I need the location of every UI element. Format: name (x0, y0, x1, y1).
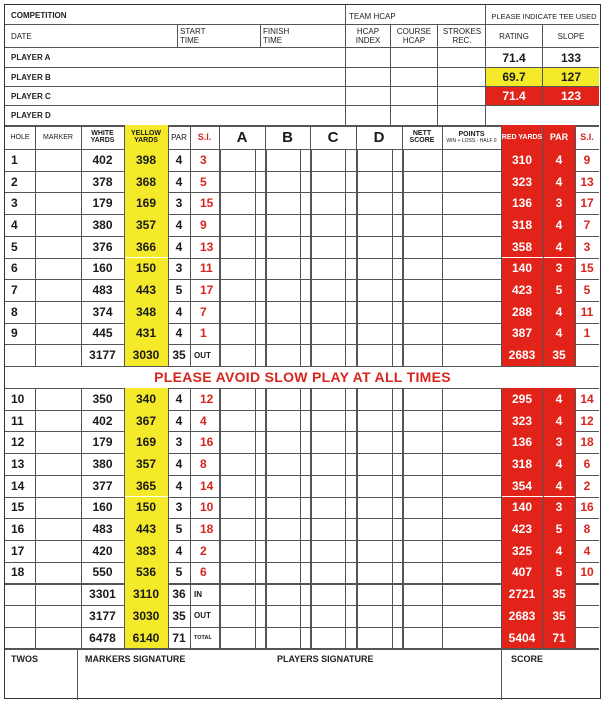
white-yards: 402 (92, 152, 113, 167)
par: 4 (175, 217, 183, 232)
out-total-2-par: 35 (172, 608, 186, 623)
white-yards: 376 (92, 239, 113, 254)
stroke-index: 13 (200, 239, 214, 254)
grid-line (190, 388, 191, 648)
grid-line (501, 648, 502, 700)
grid-line (575, 149, 576, 366)
si-header-text: S.I. (197, 131, 212, 142)
white-yards: 179 (92, 196, 113, 211)
date-label: DATE (11, 32, 32, 41)
grand-total-par: 71 (172, 630, 186, 645)
red-par: 4 (543, 540, 575, 562)
in-total-par: 36 (172, 587, 186, 602)
hole-number: 11 (11, 413, 24, 428)
hole-number: 7 (11, 283, 18, 298)
white-yards: 483 (92, 522, 113, 537)
out-total-red-yards: 2683 (501, 344, 543, 366)
grid-line (442, 388, 443, 648)
hole-number: 8 (11, 304, 18, 319)
grid-line (543, 125, 544, 149)
grid-line (543, 149, 544, 366)
stroke-index: 10 (200, 500, 214, 515)
white-yards-header (81, 125, 124, 149)
grid-line (77, 648, 78, 700)
grid-line (392, 149, 393, 366)
out-total-2-red-par: 35 (543, 605, 575, 627)
stroke-index: 17 (200, 283, 214, 298)
player-b-header-text: B (282, 128, 293, 146)
red-yards: 140 (501, 258, 543, 280)
grid-line (402, 149, 404, 366)
in-total-white: 3301 (89, 587, 116, 602)
player-b-header (265, 125, 310, 149)
grid-line (168, 149, 169, 366)
grid-line (81, 149, 82, 366)
yellow-yards-header (124, 125, 168, 149)
rating-label: RATING (499, 32, 529, 41)
hole-number: 18 (11, 565, 25, 580)
red-yards: 136 (501, 431, 543, 453)
finish-time-label: FINISH TIME (263, 27, 290, 45)
points-sub-text: WIN + LOSS - HALF 0 (446, 137, 497, 144)
red-yards: 354 (501, 475, 543, 497)
red-si-header (575, 125, 599, 149)
red-yards: 423 (501, 518, 543, 540)
in-total-label: IN (194, 589, 202, 599)
red-yards: 295 (501, 388, 543, 410)
red-stroke-index: 6 (583, 456, 591, 471)
scorecard (4, 4, 601, 699)
grid-line (219, 125, 220, 149)
player-a-header (219, 125, 265, 149)
white-yards: 179 (92, 435, 113, 450)
competition-label: COMPETITION (11, 11, 67, 20)
par: 4 (175, 239, 183, 254)
slow-play-banner: PLEASE AVOID SLOW PLAY AT ALL TIMES (154, 369, 451, 385)
grid-line (356, 125, 357, 149)
strokes-rec-label: STROKES REC. (442, 27, 482, 45)
player-label: PLAYER C (11, 92, 51, 101)
grand-total-white: 6478 (89, 630, 116, 645)
grid-line (402, 125, 403, 149)
hole-number: 17 (11, 543, 25, 558)
stroke-index: 9 (200, 217, 207, 232)
player-a-header-text: A (236, 128, 248, 146)
red-stroke-index: 2 (583, 478, 591, 493)
hcap-index-label: HCAP INDEX (355, 27, 381, 45)
grid-line (390, 24, 391, 125)
out-total-yellow: 3030 (124, 344, 168, 366)
points-header (442, 125, 501, 149)
red-par: 5 (543, 518, 575, 540)
red-stroke-index: 17 (580, 196, 594, 211)
red-stroke-index: 7 (583, 217, 591, 232)
grand-total-red-par: 71 (543, 627, 575, 649)
yellow-yards: 367 (124, 410, 168, 432)
hole-number: 2 (11, 174, 18, 189)
grid-line (310, 125, 311, 149)
tee-slope: 133 (560, 50, 582, 65)
grid-line (35, 149, 36, 366)
red-yards: 325 (501, 540, 543, 562)
stroke-index: 3 (200, 152, 207, 167)
white-yards: 378 (92, 174, 113, 189)
grid-line (501, 125, 502, 149)
red-yards-header-text: RED YARDS (501, 133, 543, 141)
white-yards: 420 (92, 543, 113, 558)
par: 4 (175, 304, 183, 319)
grid-line (5, 366, 599, 367)
grid-line (345, 5, 346, 125)
hole-number: 1 (11, 152, 18, 167)
red-yards: 323 (501, 171, 543, 193)
red-par: 3 (543, 258, 575, 280)
red-par: 3 (543, 192, 575, 214)
yellow-yards-header-text: YELLOW YARDS (131, 130, 161, 144)
course-hcap-label: COURSE HCAP (396, 27, 432, 45)
yellow-yards: 443 (124, 518, 168, 540)
hole-number: 5 (11, 239, 18, 254)
white-yards: 380 (92, 456, 113, 471)
red-stroke-index: 9 (583, 152, 591, 167)
out-total-white: 3177 (89, 348, 116, 363)
yellow-yards: 443 (124, 279, 168, 301)
red-stroke-index: 13 (580, 174, 594, 189)
white-yards: 374 (92, 304, 113, 319)
grid-line (190, 125, 191, 149)
points-header-text: POINTS (458, 130, 485, 138)
player-d-header (356, 125, 402, 149)
grid-line (265, 388, 267, 648)
par: 4 (175, 152, 183, 167)
yellow-yards: 536 (124, 562, 168, 584)
score-label: SCORE (511, 654, 544, 665)
grid-line (81, 125, 82, 149)
red-yards: 323 (501, 410, 543, 432)
grid-line (168, 125, 169, 149)
stroke-index: 7 (200, 304, 207, 319)
par: 4 (175, 478, 183, 493)
yellow-yards: 169 (124, 431, 168, 453)
stroke-index: 18 (200, 522, 214, 537)
player-label: PLAYER A (11, 53, 51, 62)
grid-line (543, 388, 544, 648)
red-stroke-index: 4 (583, 543, 591, 558)
par: 3 (175, 435, 183, 450)
player-label: PLAYER B (11, 73, 51, 82)
red-yards: 318 (501, 453, 543, 475)
red-par: 4 (543, 323, 575, 345)
grid-line (35, 125, 36, 149)
red-par: 3 (543, 497, 575, 519)
yellow-yards: 398 (124, 149, 168, 171)
red-stroke-index: 10 (580, 565, 594, 580)
par: 4 (175, 391, 183, 406)
red-yards: 387 (501, 323, 543, 345)
par: 5 (175, 565, 183, 580)
grid-line (124, 388, 125, 648)
grid-line (255, 388, 256, 648)
grid-line (5, 648, 599, 650)
hole-number: 6 (11, 261, 18, 276)
red-stroke-index: 15 (580, 261, 594, 276)
hole-number: 12 (11, 435, 25, 450)
team-hcap-label: TEAM HCAP (349, 12, 396, 21)
yellow-yards: 150 (124, 497, 168, 519)
red-par: 3 (543, 431, 575, 453)
out-total-2-yellow: 3030 (124, 605, 168, 627)
grid-line (124, 149, 125, 366)
red-par: 5 (543, 562, 575, 584)
red-si-header-text: S.I. (580, 131, 594, 142)
par: 3 (175, 196, 183, 211)
grid-line (310, 149, 312, 366)
grid-line (300, 149, 301, 366)
start-time-label: START TIME (180, 27, 206, 45)
grid-line (219, 388, 221, 648)
red-par: 4 (543, 236, 575, 258)
red-yards: 318 (501, 214, 543, 236)
hole-number: 9 (11, 326, 18, 341)
grid-line (356, 149, 358, 366)
red-stroke-index: 11 (580, 304, 594, 319)
grid-line (260, 24, 261, 47)
red-stroke-index: 1 (583, 326, 591, 341)
grid-line (35, 388, 36, 648)
yellow-yards: 365 (124, 475, 168, 497)
red-stroke-index: 14 (580, 391, 594, 406)
par: 4 (175, 456, 183, 471)
grand-total-label: TOTAL (194, 634, 212, 641)
red-par: 4 (543, 149, 575, 171)
red-yards: 140 (501, 497, 543, 519)
player-d-header-text: D (373, 128, 385, 146)
par: 3 (175, 261, 183, 276)
par: 4 (175, 543, 183, 558)
red-yards: 358 (501, 236, 543, 258)
grid-line (437, 24, 438, 125)
hole-header (5, 125, 35, 149)
stroke-index: 8 (200, 456, 207, 471)
out-total-label: OUT (194, 350, 211, 360)
par-header-text: PAR (171, 132, 187, 142)
stroke-index: 4 (200, 413, 207, 428)
tee-slope: 127 (543, 68, 599, 86)
white-yards: 445 (92, 326, 113, 341)
grid-line (345, 149, 346, 366)
players-signature-label: PLAYERS SIGNATURE (277, 654, 374, 665)
red-stroke-index: 5 (583, 283, 591, 298)
par: 5 (175, 522, 183, 537)
red-par: 4 (543, 453, 575, 475)
red-par: 4 (543, 301, 575, 323)
grid-line (5, 24, 599, 25)
grid-line (177, 24, 178, 47)
red-par: 4 (543, 214, 575, 236)
nett-score-header (402, 125, 442, 149)
white-yards: 550 (92, 565, 113, 580)
tee-rating: 71.4 (502, 50, 526, 65)
white-yards: 160 (92, 500, 113, 515)
yellow-yards: 383 (124, 540, 168, 562)
grid-line (168, 388, 169, 648)
grid-line (575, 125, 576, 149)
grid-line (265, 149, 267, 366)
hole-number: 15 (11, 500, 25, 515)
stroke-index: 6 (200, 565, 207, 580)
yellow-yards: 348 (124, 301, 168, 323)
grid-line (5, 105, 599, 106)
out-total-2-red-yards: 2683 (501, 605, 543, 627)
in-total-red-par: 35 (543, 583, 575, 605)
stroke-index: 14 (200, 478, 214, 493)
hole-number: 14 (11, 478, 25, 493)
stroke-index: 12 (200, 391, 214, 406)
white-yards: 377 (92, 478, 113, 493)
yellow-yards: 368 (124, 171, 168, 193)
grid-line (442, 149, 443, 366)
red-stroke-index: 16 (580, 500, 594, 515)
stroke-index: 2 (200, 543, 207, 558)
grand-total-red-yards: 5404 (501, 627, 543, 649)
red-par-header (543, 125, 575, 149)
stroke-index: 11 (200, 261, 213, 276)
yellow-yards: 431 (124, 323, 168, 345)
grid-line (575, 388, 576, 648)
in-total-yellow: 3110 (124, 583, 168, 605)
in-total-red-yards: 2721 (501, 583, 543, 605)
grid-line (501, 388, 502, 648)
stroke-index: 5 (200, 174, 207, 189)
grid-line (300, 388, 301, 648)
white-yards: 380 (92, 217, 113, 232)
player-label: PLAYER D (11, 111, 51, 120)
yellow-yards: 340 (124, 388, 168, 410)
grid-line (402, 388, 404, 648)
grid-line (310, 388, 312, 648)
par: 5 (175, 283, 183, 298)
par: 4 (175, 413, 183, 428)
hole-number: 4 (11, 217, 18, 232)
yellow-yards: 357 (124, 214, 168, 236)
yellow-yards: 366 (124, 236, 168, 258)
red-yards: 407 (501, 562, 543, 584)
red-par: 5 (543, 279, 575, 301)
grid-line (356, 388, 358, 648)
grid-line (501, 149, 502, 366)
hole-header-text: HOLE (10, 133, 30, 141)
white-yards: 483 (92, 283, 113, 298)
red-stroke-index: 8 (583, 522, 591, 537)
tee-slope: 123 (543, 87, 599, 105)
white-yards-header-text: WHITE YARDS (90, 130, 115, 144)
white-yards: 160 (92, 261, 113, 276)
out-total-2-white: 3177 (89, 608, 116, 623)
red-par: 4 (543, 171, 575, 193)
red-stroke-index: 3 (583, 239, 591, 254)
nett-score-header-text: NETT SCORE (409, 130, 435, 144)
par: 4 (175, 326, 183, 341)
marker-header (35, 125, 81, 149)
out-total-red-par: 35 (543, 344, 575, 366)
red-yards-header (501, 125, 543, 149)
par: 4 (175, 174, 183, 189)
par: 3 (175, 500, 183, 515)
par-header (168, 125, 190, 149)
hole-number: 3 (11, 196, 18, 211)
grid-line (81, 388, 82, 648)
red-yards: 310 (501, 149, 543, 171)
stroke-index: 1 (200, 326, 207, 341)
grid-line (124, 125, 125, 149)
grid-line (255, 149, 256, 366)
grid-line (392, 388, 393, 648)
tee-rating: 71.4 (486, 87, 542, 105)
red-stroke-index: 12 (580, 413, 594, 428)
red-par: 4 (543, 410, 575, 432)
red-par-header-text: PAR (549, 131, 569, 142)
markers-signature-label: MARKERS SIGNATURE (85, 654, 186, 665)
red-yards: 136 (501, 192, 543, 214)
si-header (190, 125, 219, 149)
yellow-yards: 150 (124, 258, 168, 280)
white-yards: 402 (92, 413, 113, 428)
twos-label: TWOS (11, 654, 38, 665)
out-total-par: 35 (172, 348, 186, 363)
grid-line (190, 149, 191, 366)
red-yards: 423 (501, 279, 543, 301)
yellow-yards: 169 (124, 192, 168, 214)
stroke-index: 15 (200, 196, 214, 211)
marker-header-text: MARKER (43, 133, 73, 141)
stroke-index: 16 (200, 435, 214, 450)
grid-line (345, 388, 346, 648)
red-yards: 288 (501, 301, 543, 323)
grand-total-yellow: 6140 (124, 627, 168, 649)
grid-line (219, 149, 221, 366)
hole-number: 10 (11, 391, 25, 406)
grid-line (442, 125, 443, 149)
player-c-header (310, 125, 356, 149)
red-par: 4 (543, 475, 575, 497)
white-yards: 350 (92, 391, 113, 406)
yellow-yards: 357 (124, 453, 168, 475)
red-stroke-index: 18 (580, 435, 594, 450)
slope-label: SLOPE (557, 32, 585, 41)
hole-number: 16 (11, 522, 25, 537)
hole-number: 13 (11, 456, 25, 471)
tee-indicator-label: PLEASE INDICATE TEE USED (491, 12, 597, 21)
player-c-header-text: C (327, 128, 339, 146)
red-par: 4 (543, 388, 575, 410)
tee-rating: 69.7 (486, 68, 542, 86)
grid-line (265, 125, 266, 149)
out-total-2-label: OUT (194, 611, 211, 621)
